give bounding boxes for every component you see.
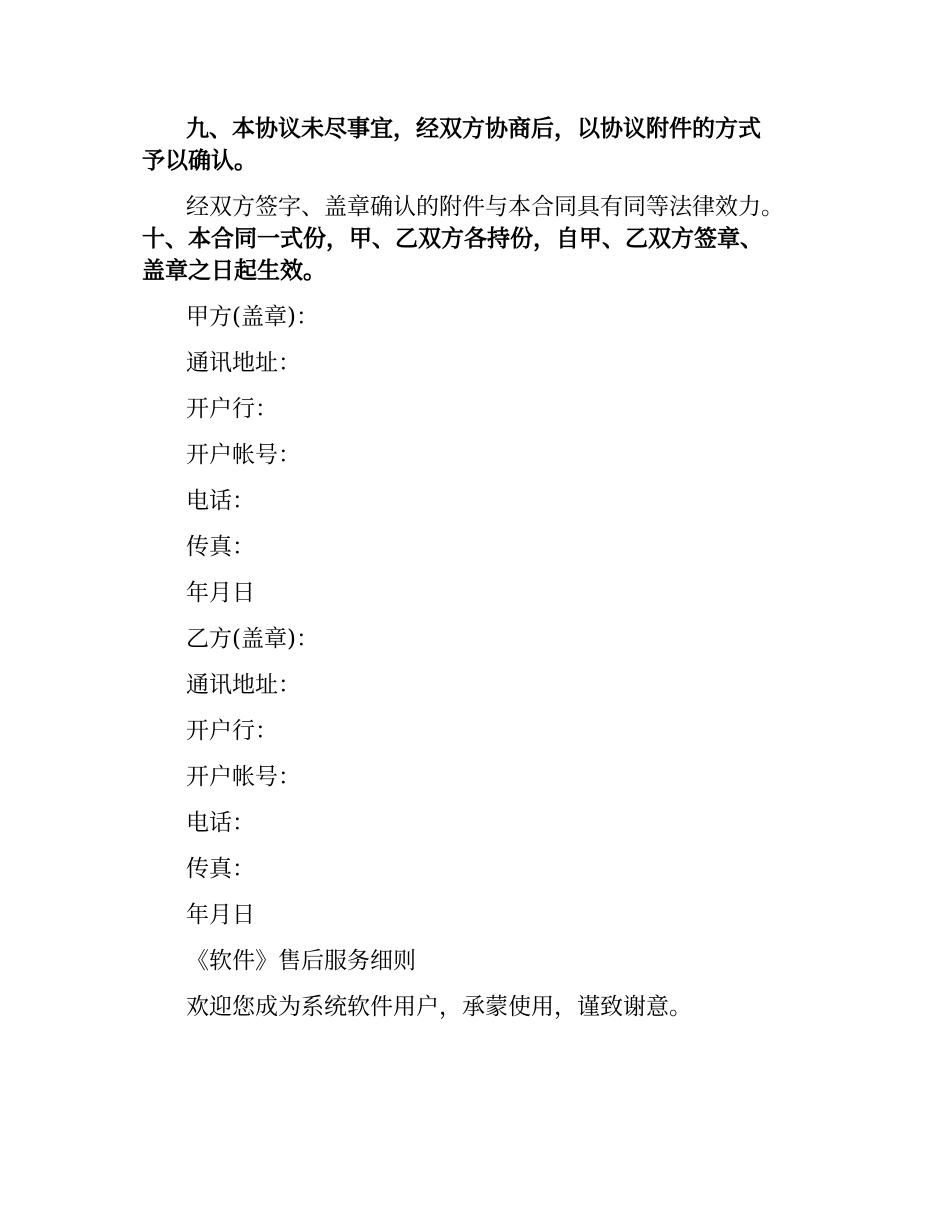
clause-9 xyxy=(142,113,822,177)
welcome-text: 欢迎您成为系统软件用户，承蒙使用，谨致谢意。 xyxy=(186,994,692,1020)
party-b-account: 开户帐号： xyxy=(186,764,301,790)
service-title: 《软件》售后服务细则 xyxy=(186,948,416,974)
party-a-account: 开户帐号： xyxy=(186,442,301,468)
clause-9-line-2: 予以确认。 xyxy=(142,148,257,174)
document-page xyxy=(142,113,822,1023)
party-b-fax: 传真： xyxy=(186,856,255,882)
party-a-address: 通讯地址： xyxy=(186,350,301,376)
clause-10-line-2: 盖章之日起生效。 xyxy=(142,258,326,284)
party-b-date: 年月日 xyxy=(186,902,255,928)
party-b-bank: 开户行： xyxy=(186,718,278,744)
clause-10 xyxy=(142,223,822,287)
party-a-date: 年月日 xyxy=(186,580,255,606)
party-b-phone: 电话： xyxy=(186,810,255,836)
clause-9-line-1: 九、本协议未尽事宜，经双方协商后，以协议附件的方式 xyxy=(186,116,761,142)
party-a-seal: 甲方(盖章)： xyxy=(186,304,319,330)
party-a-fax: 传真： xyxy=(186,534,255,560)
clause-10-line-1: 十、本合同一式份，甲、乙双方各持份，自甲、乙双方签章、 xyxy=(142,226,763,252)
party-b-seal: 乙方(盖章)： xyxy=(186,626,319,652)
party-b-address: 通讯地址： xyxy=(186,672,301,698)
party-a-bank: 开户行： xyxy=(186,396,278,422)
clause-9-note: 经双方签字、盖章确认的附件与本合同具有同等法律效力。 xyxy=(186,194,784,220)
party-a-phone: 电话： xyxy=(186,488,255,514)
